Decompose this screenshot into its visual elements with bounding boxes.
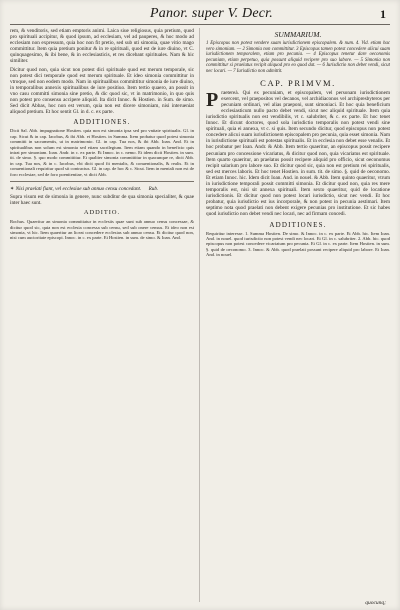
chapter-body — [206, 90, 390, 218]
summarium-text: 1 Episcopus non potest vendere suam iurisdictionem episcopalem. & num. 4. Vid. etiam hac vero simoniam. — 2 Simonia non committitur. 3 Episcopus tamen potest concedere alicui suam iurisdictionem temporalem, etiam pro pecunia. — 4 Episcopus tenetur dare oeconomis pecuniam, etiam perpetuo, quia possunt aliquid recipere pro suo labore. — 5 Simonia non committitur si praelatus recipit aliquod pro eo quod dat. — 6 Iurisdictio non debet vendi, sicut nec locari. — 7 Iurisdictio non admittit. — [206, 41, 390, 74]
catchword: quocunq; — [365, 600, 386, 606]
left-bottom-text: Supra visum est de simonia in genere, nunc subditur de qua simonia specialiter, & quae inter haec sunt. — [10, 194, 194, 207]
header-rule — [10, 24, 390, 25]
left-additiones-heading: ADDITIONES. — [73, 118, 131, 127]
summarium-title: SUMMARIUM. — [274, 30, 322, 39]
running-title: Panor. super V. Decr. — [150, 6, 273, 21]
rubric-text: Nisi praelati fiant, vel ecclesiae sub annuo censu concedant. — [15, 185, 142, 192]
column-gutter — [199, 28, 200, 602]
chapter-body-text: raetereà. Qui ex pecuniam, et episcopalem, vel personam iurisdictionem exercent, vel praepositos vel decanos, vel archidiaconos vel archipresbyteros per pecuniam ordinari, vel alias praeponi, sunt simoniaci. Et hoc quia beneficium ecclesiasticum nullo pacto debet vendi, sicut nec aliquid spirituale. Item quia iurisdictio spiritualis non est vendibilis, vt c. salubriter, & c. ex parte. Et hoc tenet Innoc. Et dicunt doctores, quod sola iurisdictio temporalis non potest vendi sine spirituali, quia ei annexa, vt c. si quis. Item secundo dicitur, quod episcopus non potest concedere alicui suam iurisdictionem episcopalem pro pecunia, quia esset simonia. Nam in iurisdictione spirituali est potestas spiritualis. Et in ecclesia non debet esse venalis. Et hoc probatur per Ioan. Andr. & Abb. Item tertio quaeritur, an episcopus possit recipere pecuniam pro concessione vicariatus, & dicitur quod non, quia vicariatus est spirituale. Item quarto quaeritur, an praelatus possit recipere aliquid pro officio, sicut oeconomus recipit salarium pro labore suo. Et dicitur quod sic, quia non est pretium rei spiritualis, sed est merces laboris. Et hoc tenet Hostien. in sum. tit. de simo. §. quid de oeconomo. Et etiam Innoc. hic. Idem dicit Ioan. And. in nouel. & Abb. Item quinto quaeritur, vtrum in iurisdictione temporali possit committi simonia. Et dicitur quod non, quia res mere temporalis est, nisi sit annexa spirituali. Item sexto quaeritur, quid de locatione iurisdictionis. Et dicitur quod non potest locari iurisdictio, sicut nec vendi. Et hoc probatur, quia iurisdictio est ius incorporale, & non potest in pecunia aestimari. Item septimo nota quod praelati non debent exigere pecunias pro institutione. Et sic habes quod iurisdictio non debet vendi nec locari, nec ad firmam concedi. — [206, 89, 390, 218]
right-column — [206, 28, 390, 602]
page-header — [0, 6, 400, 22]
left-divider — [10, 181, 194, 182]
rubric-author: Rub. — [148, 185, 159, 192]
rubric-note — [10, 186, 194, 192]
folio-number: 1 — [380, 7, 386, 21]
right-additiones-text: Requiritur interesse. 1. Summa Hostien. De simo. & Innoc. in c. ex parte. Et Abb. hic. Item Ioan. And. in nouel. quod iurisdictio non potest vendi nec locari. Et Gl. in c. salubriter. 2. Abb. hic. quod episcopus non potest concedere vicariatum pro pecunia. Et Gl. in c. ex parte. Item Hostien. in sum. §. quid de oeconomo. 3. Innoc. & Abb. quod praelati possunt recipere aliquid pro labore. Et Ioan. And. in nouel. — [206, 230, 390, 258]
left-middle-text: Dicitur quod non, quia sicut non potest dici spirituale quod est merum temporale, sic non potest dici temporale quod est merum spirituale. Et ideo simonia committitur in vtroque, sed non eodem modo. Nam in spiritualibus committitur simonia de iure diuino, in temporalibus annexis spiritualibus de iure positiuo. Item tertio quaero, an possit in vno casu committi simonia sine pretio, & dic quod sic, vt in matrimonio, in quo quis non potest pro consensu accipere aliquid. Ita dicit Innoc. & Hostien. in Sum. de simo. Sed dicit Abbas, hoc non est verum, quia non est dicere simoniam, nisi interueniat aliquod pretium. Et hoc sentit Gl. in d. c. ex parte. — [10, 66, 194, 116]
drop-cap-letter: P — [206, 88, 219, 111]
left-intro-text: rem, & venditoris, sed etiam emptoris animi. Laica siue religiosus, quia pretium, quod pro spirituali accipitur, & quod ipsum, ad ecclesiam, vel ad pauperes, & hoc modo ad ecclesiam non expressum, quia hoc non fit pretio, sed sub uti simonia, quae vitio mago committitur. Item quia pretium ponitur & in re spirituali, quod est de iure diuino, vt C. quinquagesimo, & ibi bene, & in ecclesiasticis, et res dicebant spirituales. Nam & hic similiter. — [10, 28, 194, 65]
left-bottom-heading: ADDITIO. — [83, 209, 121, 217]
left-column — [10, 28, 194, 602]
left-additiones-text: Dicit Sal. Abb. impugnatione Hostien. quia non est simonia ipsa sed pro vnitate spiritualis. Gl. in cap. Sicut & in cap. Iacobus, & ibi Abb. et Hostien. in Summa. Item probatur quod potest simonia committi in sacramentis, ut in matrimonio. Gl. in cap. Tua nos, & ibi Abb. Ioan. And. Et in spiritualibus non solum est simonia sed etiam sacrilegium. Item etiam quando in beneficio quis intrat per simoniam. Ioan. Andr. in c. ex parte. Et Innoc. in c. nemo. Et idem dicit Hostien. in sum. tit. de simo. §. quo modo committitur. Et qualiter simonia committitur in quacunque re, dicit Abb. in cap. Tua nos, & in c. Iacobus, vbi dicit quod fit mentalis, & conuentionalis, & realis. Et in conuentionali requiritur quod sit contractus. Gl. in cap. de hoc & c. Sicut. Item in mentali non est de foro ecclesiae, sed de foro poenitentiae, vt dicit Abb. — [10, 128, 194, 177]
left-bottom-small-text: Rochus. Quaeritur an simonia committatur in ecclesiis quae sunt sub annuo censu concessae, & dicitur quod sic, quia non est ecclesia concessa sub censu, sed sub onere census. Et ideo non est simonia, vt hic. Item quaeritur an liceat concedere ecclesias sub annuo censu. Et dicitur quod non, nisi cum auctoritate episcopi. Innoc. in c. ex parte. Et Hostien. in sum. de simo. & Ioan. And. — [10, 219, 194, 241]
rubric-star-icon: ✶ — [10, 185, 16, 192]
chapter-heading: CAP. PRIMVM. — [260, 77, 336, 88]
right-additiones-heading: ADDITIONES. — [269, 220, 327, 229]
